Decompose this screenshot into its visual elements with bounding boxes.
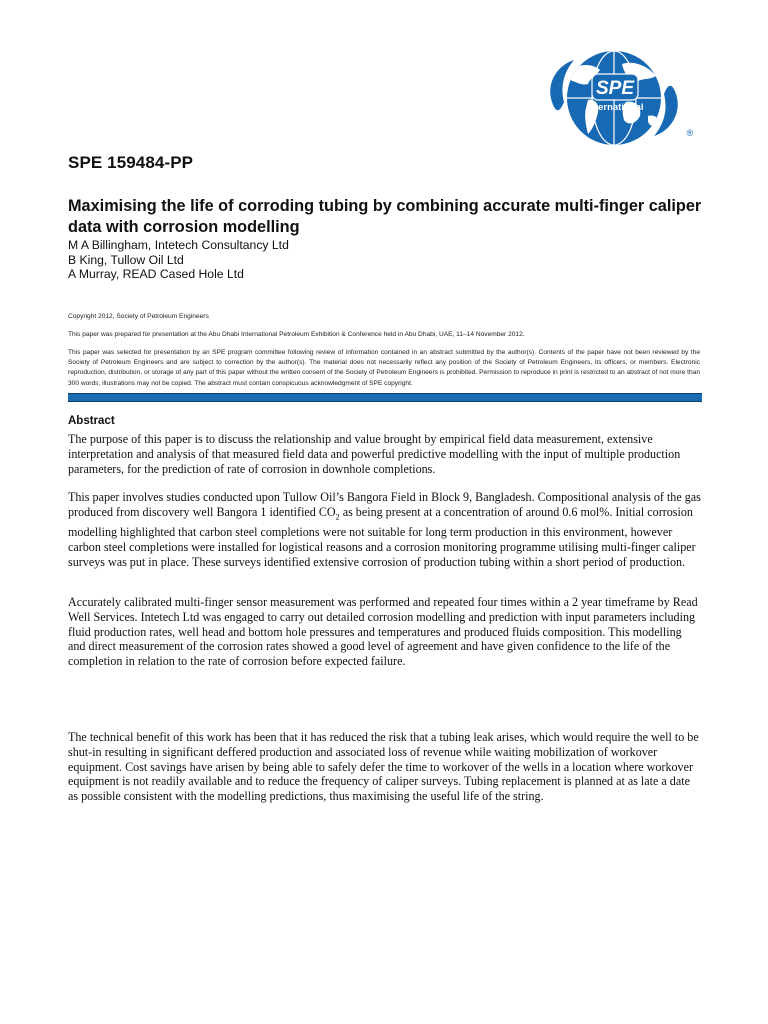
abstract-heading: Abstract — [68, 415, 115, 427]
author-3: A Murray, READ Cased Hole Ltd — [68, 267, 244, 281]
abstract-paragraph-2-text-cont: as being present at a concentration of around 0.6 mol%. Initial corrosion modelling highlighted that carbon steel completions were not suitable for long term production in this environment, however carbon steel completions were installed for logistical reasons and a corrosion monitoring programme utilising multi-finger caliper surveys was put in place. These surveys identified extensive corrosion of production tubing within a short period of production. — [68, 504, 696, 569]
copyright-notice: Copyright 2012, Society of Petroleum Engineers — [68, 313, 209, 320]
abstract-paragraph-4: The technical benefit of this work has been that it has reduced the risk that a tubing leak arises, which would require the well to be shut-in resulting in significant deffered production and associated loss of revenue while waiting mobilization of workover equipment. Cost savings have arisen by being able to safely defer the time to workover of the wells in a location where workover equipment is not readily available and to reduce the frequency of caliper surveys. Tubing replacement is planned at as late a date as possible consistent with the modelling predictions, thus maximising the useful life of the string. — [68, 730, 699, 804]
spe-international-logo — [530, 50, 698, 146]
selection-note: This paper was selected for presentation by an SPE program committee following review of information contained in an abstract submitted by the author(s). Contents of the paper have not been reviewed by the Society of Petroleum Engineers and are subject to correction by the author(s). The material does not necessarily reflect any position of the Society of Petroleum Engineers, its officers, or members. Electronic reproduction, distribution, or storage of any part of this paper without the written consent of the Society of Petroleum Engineers is prohibited. Permission to reproduce in print is restricted to an abstract of not more than 300 words; illustrations may not be copied. The abstract must contain conspicuous acknowledgment of SPE copyright. — [68, 349, 700, 387]
author-1: M A Billingham, Intetech Consultancy Ltd — [68, 238, 289, 252]
co2-subscript: 2 — [335, 512, 340, 522]
presentation-note: This paper was prepared for presentation at the Abu Dhabi International Petroleum Exhibition & Conference held in Abu Dhabi, UAE, 11–14 November 2012. — [68, 331, 525, 338]
author-2: B King, Tullow Oil Ltd — [68, 252, 184, 267]
logo-sub-text: International — [586, 102, 644, 113]
header-divider — [68, 393, 702, 402]
logo-brand-text: SPE — [595, 78, 635, 99]
abstract-paragraph-2 — [68, 490, 701, 569]
author-list — [68, 238, 668, 282]
paper-title: Maximising the life of corroding tubing by combining accurate multi-finger caliper data with corrosion modelling — [68, 197, 702, 236]
paper-number: SPE 159484-PP — [68, 153, 194, 172]
abstract-paragraph-3: Accurately calibrated multi-finger sensor measurement was performed and repeated four times within a 2 year timeframe by Read Well Services. Intetech Ltd was engaged to carry out detailed corrosion modelling and prediction with input parameters including fluid production rates, well head and bottom hole pressures and temperatures and produced fluids composition. This modelling and direct measurement of the corrosion rates showed a good level of agreement and have given confidence to the life of the completion in relation to the rate of corrosion before expected failure. — [68, 595, 698, 669]
abstract-paragraph-2-text: This paper involves studies conducted upon Tullow Oil’s Bangora Field in Block 9, Bangladesh. Compositional analysis of the gas produced from discovery well Bangora 1 identified CO — [68, 490, 701, 519]
registered-mark: ® — [686, 128, 694, 138]
abstract-paragraph-1: The purpose of this paper is to discuss the relationship and value brought by empirical field data measurement, extensive interpretation and analysis of that measured field data and powerful predictive modelling with the input of multiple production parameters, for the prediction of rate of corrosion in downhole completions. — [68, 432, 681, 476]
